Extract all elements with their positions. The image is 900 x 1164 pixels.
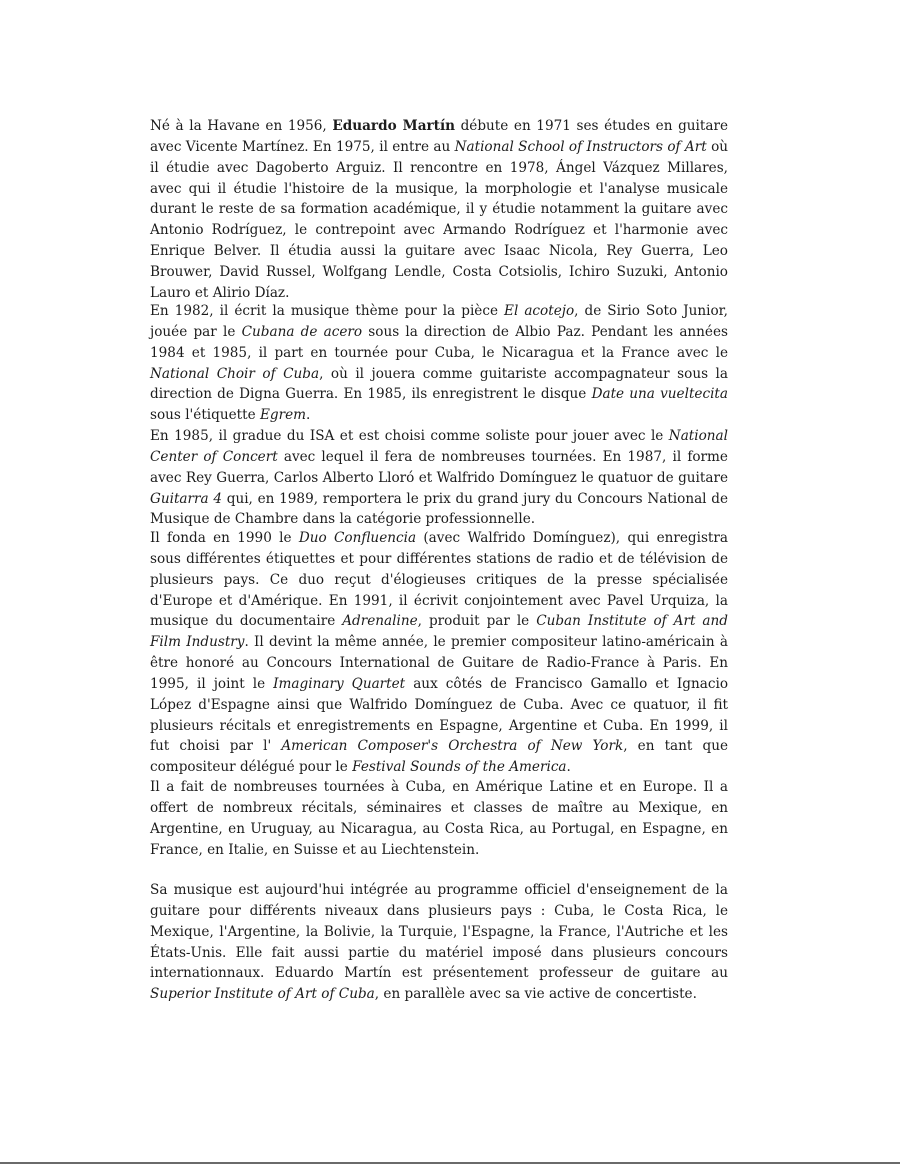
text-run: En 1982, il écrit la musique thème pour la pièce xyxy=(150,303,505,319)
orchestra-name: American Composer's Orchestra of New York xyxy=(281,738,624,755)
paragraph-text xyxy=(150,426,728,530)
quartet-name: Imaginary Quartet xyxy=(273,675,406,692)
text-run: (avec Walfrido Domínguez), qui enregistra sous différentes étiquettes et pour différentes stations de radio et de télévision de plusieurs pays. Ce duo reçut d'élogieuses critiques de la presse spécialisée d'Europe et d'Amérique. En 1991, il écrivit conjointement avec Pavel Urquiza, la musique du documentaire xyxy=(150,530,728,630)
text-run: . xyxy=(566,759,571,776)
paragraph-text xyxy=(150,301,728,426)
text-run: sous l'étiquette xyxy=(150,407,260,424)
biography-paragraph-1 xyxy=(150,116,728,304)
choir-name: National Choir of Cuba xyxy=(150,365,320,382)
text-run: sous la direction de Albio Paz. Pendant les années 1984 et 1985, il part en tournée pour Cuba, le Nicaragua et la France avec le xyxy=(150,323,729,361)
paragraph-text xyxy=(150,528,728,778)
text-run: aux côtés de Francisco Gamallo et Ignacio López d'Espagne ainsi que Walfrido Domínguez de Cuba. Avec ce quatuor, il fit plusieurs récitals et enregistrements en Espagne, Argentine et Cuba. En 1999, il fut choisi par l' xyxy=(150,675,728,755)
biography-paragraph-5 xyxy=(150,880,728,1005)
text-run: Sa musique est aujourd'hui intégrée au programme officiel d'enseignement de la guitare pour différents niveaux dans plusieurs pays : Cuba, le Costa Rica, le Mexique, l'Argentine, la Bolivie, la Turquie, l'Espagne, la France, l'Autriche et les États-Unis. Elle fait aussi partie du matériel imposé dans plusieurs concours internationnaux. Eduardo Martín est présentement professeur de guitare au xyxy=(150,882,728,982)
quartet-name: Guitarra 4 xyxy=(150,490,223,507)
text-run: , en parallèle avec sa vie active de concertiste. xyxy=(374,986,697,1003)
record-label: Egrem xyxy=(259,407,307,424)
biography-paragraph-3 xyxy=(150,528,728,778)
institute-name: Cuban Institute of Art and Film Industry xyxy=(150,613,728,651)
troupe-name: Cubana de acero xyxy=(241,323,363,340)
text-run: , produit par le xyxy=(417,613,537,630)
album-title: Date una vueltecita xyxy=(591,386,728,403)
text-run: . Il devint la même année, le premier compositeur latino-américain à être honoré au Concours International de Guitare de Radio-France à Paris. En 1995, il joint le xyxy=(150,634,728,692)
text-run: , où il jouera comme guitariste accompagnateur sous la direction de Digna Guerra. En 1985, ils enregistrent le disque xyxy=(150,365,728,403)
text-run: En 1985, il gradue du ISA et est choisi comme soliste pour jouer avec le xyxy=(150,428,669,445)
text-run: débute en 1971 ses études en guitare avec Vicente Martínez. En 1975, il entre au xyxy=(150,118,728,155)
paragraph-text: Il a fait de nombreuses tournées à Cuba, en Amérique Latine et en Europe. Il a offert de nombreux récitals, séminaires et classes de maître au Mexique, en Argentine, en Uruguay, au Nicaragua, au Costa Rica, au Portugal, en Espagne, en France, en Italie, en Suisse et au Liechtenstein. xyxy=(150,779,728,858)
paragraph-text xyxy=(150,880,728,1005)
school-name: National School of Instructors of Art xyxy=(454,138,707,155)
text-run: , de Sirio Soto Junior, jouée par le xyxy=(150,303,728,340)
duo-name: Duo Confluencia xyxy=(298,530,417,546)
text-run: où il étudie avec Dagoberto Arguiz. Il rencontre en 1978, Ángel Vázquez Millares, avec qui il étudie l'histoire de la musique, la morphologie et l'analyse musicale durant le reste de sa formation académique, il y étudie notamment la guitare avec Antonio Rodríguez, le contrepoint avec Armando Rodríguez et l'harmonie avec Enrique Belver. Il étudia aussi la guitare avec Isaac Nicola, Rey Guerra, Leo Brouwer, David Russel, Wolfgang Lendle, Costa Cotsiolis, Ichiro Suzuki, Antonio Lauro et Alirio Díaz. xyxy=(150,138,729,301)
documentary-title: Adrenaline xyxy=(342,613,418,630)
text-run: qui, en 1989, remportera le prix du grand jury du Concours National de Musique de Chambre dans la catégorie professionnelle. xyxy=(150,490,728,528)
biography-paragraph-2 xyxy=(150,301,728,530)
text-run: . xyxy=(306,407,311,424)
festival-name: Festival Sounds of the America xyxy=(352,759,567,776)
paragraph-text xyxy=(150,116,728,304)
text-run: Il fonda en 1990 le xyxy=(150,530,299,546)
biography-paragraph-4 xyxy=(150,777,728,860)
text-run: Né à la Havane en 1956, xyxy=(150,118,333,134)
artist-name: Eduardo Martín xyxy=(332,118,455,134)
text-run: avec lequel il fera de nombreuses tournées. En 1987, il forme avec Rey Guerra, Carlos Alberto Lloró et Walfrido Domínguez le quatuor de guitare xyxy=(150,448,728,486)
play-title: El acotejo xyxy=(504,303,575,319)
text-run: , en tant que compositeur délégué pour le xyxy=(150,738,729,776)
concert-center-name: National Center of Concert xyxy=(150,428,728,465)
institute-name: Superior Institute of Art of Cuba xyxy=(150,986,375,1003)
